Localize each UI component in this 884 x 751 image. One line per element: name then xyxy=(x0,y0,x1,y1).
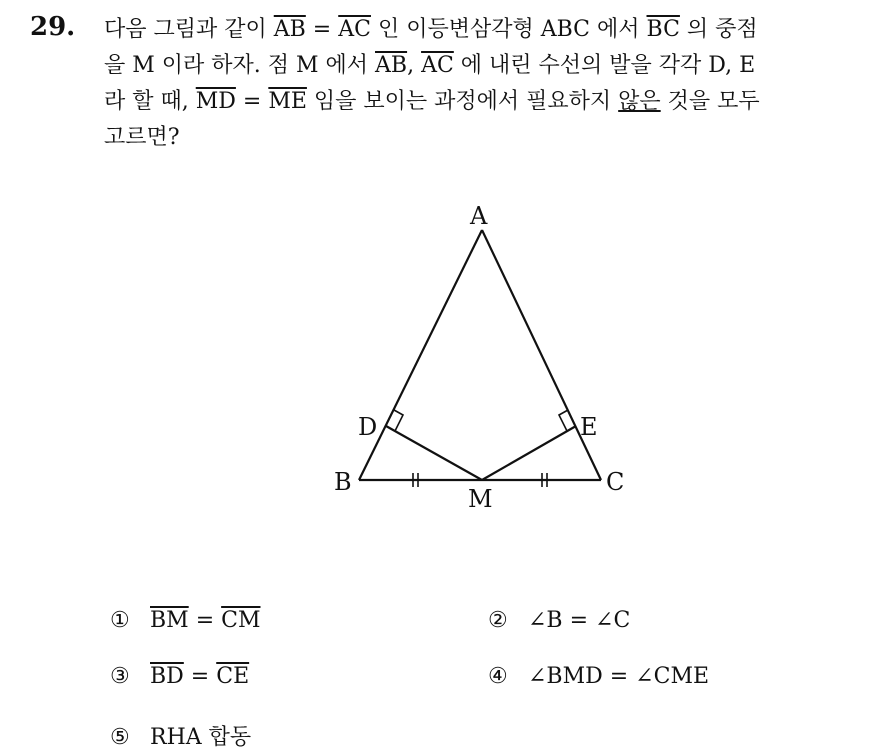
text-run: 의 중점 xyxy=(679,17,758,42)
segment-notation: $\overline{CE}$ xyxy=(216,664,250,689)
triangle-figure xyxy=(320,195,640,525)
choice-number: ① xyxy=(110,608,130,633)
text-run: 라 할 때, xyxy=(104,89,196,114)
segment-notation: $\overline{AB}$ xyxy=(375,53,408,78)
segment-notation: $\overline{AC}$ xyxy=(338,17,371,42)
question-line xyxy=(104,12,874,48)
segment-notation: $\overline{BC}$ xyxy=(646,17,680,42)
choice-1[interactable] xyxy=(110,608,260,633)
question-line xyxy=(104,84,874,120)
text-run: 것을 모두 xyxy=(660,89,760,114)
choice-5[interactable] xyxy=(110,720,251,751)
text-run: 임을 보이는 과정에서 필요하지 xyxy=(306,89,619,114)
choice-number: ④ xyxy=(488,664,508,689)
segment-md xyxy=(386,426,482,480)
segment-notation: $\overline{BD}$ xyxy=(150,664,184,689)
text-run: = xyxy=(235,89,269,114)
segment-notation: $\overline{CM}$ xyxy=(221,608,261,633)
segment-notation: $\overline{AB}$ xyxy=(273,17,306,42)
text-run: , xyxy=(407,53,422,78)
label-b: B xyxy=(334,468,352,496)
text-run: 다음 그림과 같이 xyxy=(104,17,274,42)
text-run: 에 내린 수선의 발을 각각 D, E xyxy=(453,53,756,78)
text-run: = xyxy=(305,17,339,42)
text-run: 을 M 이라 하자. 점 M 에서 xyxy=(104,53,376,78)
emphasis-text: 않은 xyxy=(618,89,661,114)
choice-number: ② xyxy=(488,608,508,633)
text-run: = xyxy=(183,664,217,689)
question-line xyxy=(104,120,874,156)
choice-2[interactable] xyxy=(488,608,630,633)
text-run: 인 이등변삼각형 ABC 에서 xyxy=(370,17,647,42)
text-run: = xyxy=(188,608,222,633)
question-number: 29. xyxy=(30,12,76,42)
text-run: ∠B = ∠C xyxy=(528,608,631,633)
triangle-diagram xyxy=(320,195,640,525)
choice-number: ⑤ xyxy=(110,725,130,750)
label-c: C xyxy=(606,468,625,496)
segment-notation: $\overline{AC}$ xyxy=(421,53,454,78)
right-angle-mark-d xyxy=(394,410,403,431)
label-e: E xyxy=(580,413,598,441)
label-a: A xyxy=(470,202,488,230)
label-d: D xyxy=(358,413,378,441)
text-run: 고르면? xyxy=(104,125,180,150)
side-ac xyxy=(482,230,601,480)
choice-4[interactable] xyxy=(488,664,709,689)
right-angle-mark-e xyxy=(559,410,568,431)
text-run: ∠BMD = ∠CME xyxy=(528,664,710,689)
choice-3[interactable] xyxy=(110,664,249,689)
segment-me xyxy=(482,426,576,480)
question-line xyxy=(104,48,874,84)
choice-number: ③ xyxy=(110,664,130,689)
segment-notation: $\overline{BM}$ xyxy=(150,608,189,633)
segment-notation: $\overline{MD}$ xyxy=(195,89,236,114)
label-m: M xyxy=(468,485,493,513)
text-run: RHA 합동 xyxy=(150,725,252,750)
question-text xyxy=(104,12,874,156)
segment-notation: $\overline{ME}$ xyxy=(268,89,307,114)
side-ab xyxy=(359,230,482,480)
